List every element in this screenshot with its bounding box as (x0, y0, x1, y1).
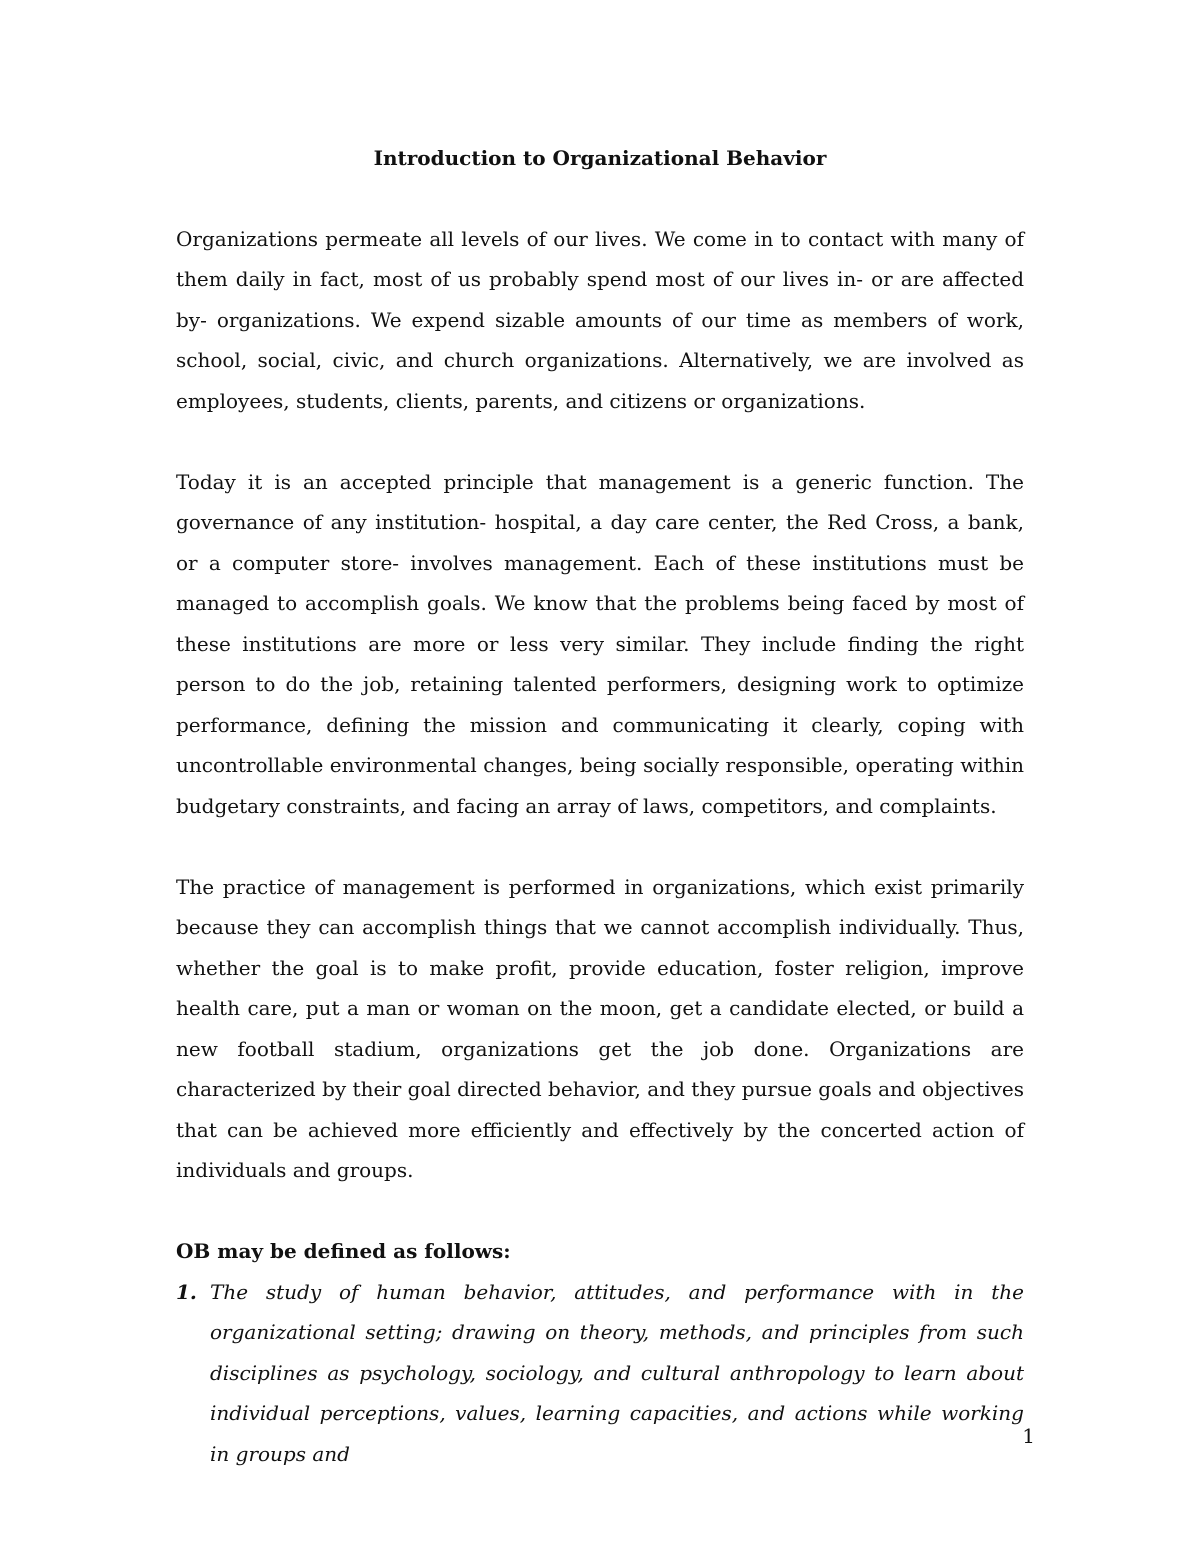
document-body (176, 138, 1024, 1474)
definitions-list (176, 1272, 1024, 1475)
definition-number: 1. (176, 1279, 197, 1304)
definition-text: The study of human behavior, attitudes, and performance with in the organizational setting; drawing on theory, methods, and principles from such disciplines as psychology, sociology, and cultural anthropology to learn about individual perceptions, values, learning capacities, and actions while working in groups and (210, 1279, 1024, 1466)
page-number: 1 (1022, 1424, 1035, 1448)
paragraph-organizations: Organizations permeate all levels of our lives. We come in to contact with many of them daily in fact, most of us probably spend most of our lives in- or are affected by- organizations. We expend sizable amounts of our time as members of work, school, social, civic, and church organizations. Alternatively, we are involved as employees, students, clients, parents, and citizens or organizations. (176, 226, 1024, 413)
paragraph-practice: The practice of management is performed in organizations, which exist primarily because they can accomplish things that we cannot accomplish individually. Thus, whether the goal is to make profit, provide education, foster religion, improve health care, put a man or woman on the moon, get a candidate elected, or build a new football stadium, organizations get the job done. Organizations are characterized by their goal directed behavior, and they pursue goals and objectives that can be achieved more efficiently and effectively by the concerted action of individuals and groups. (176, 874, 1024, 1182)
document-title: Introduction to Organizational Behavior (373, 146, 827, 170)
definition-item (176, 1272, 1024, 1475)
paragraph-management: Today it is an accepted principle that management is a generic function. The governance of any institution- hospital, a day care center, the Red Cross, a bank, or a computer store- involves management. Each of these institutions must be managed to accomplish goals. We know that the problems being faced by most of these institutions are more or less very similar. They include finding the right person to do the job, retaining talented performers, designing work to optimize performance, defining the mission and communicating it clearly, coping with uncontrollable environmental changes, being socially responsible, operating within budgetary constraints, and facing an array of laws, competitors, and complaints. (176, 469, 1024, 818)
definitions-heading: OB may be defined as follows: (176, 1239, 511, 1263)
